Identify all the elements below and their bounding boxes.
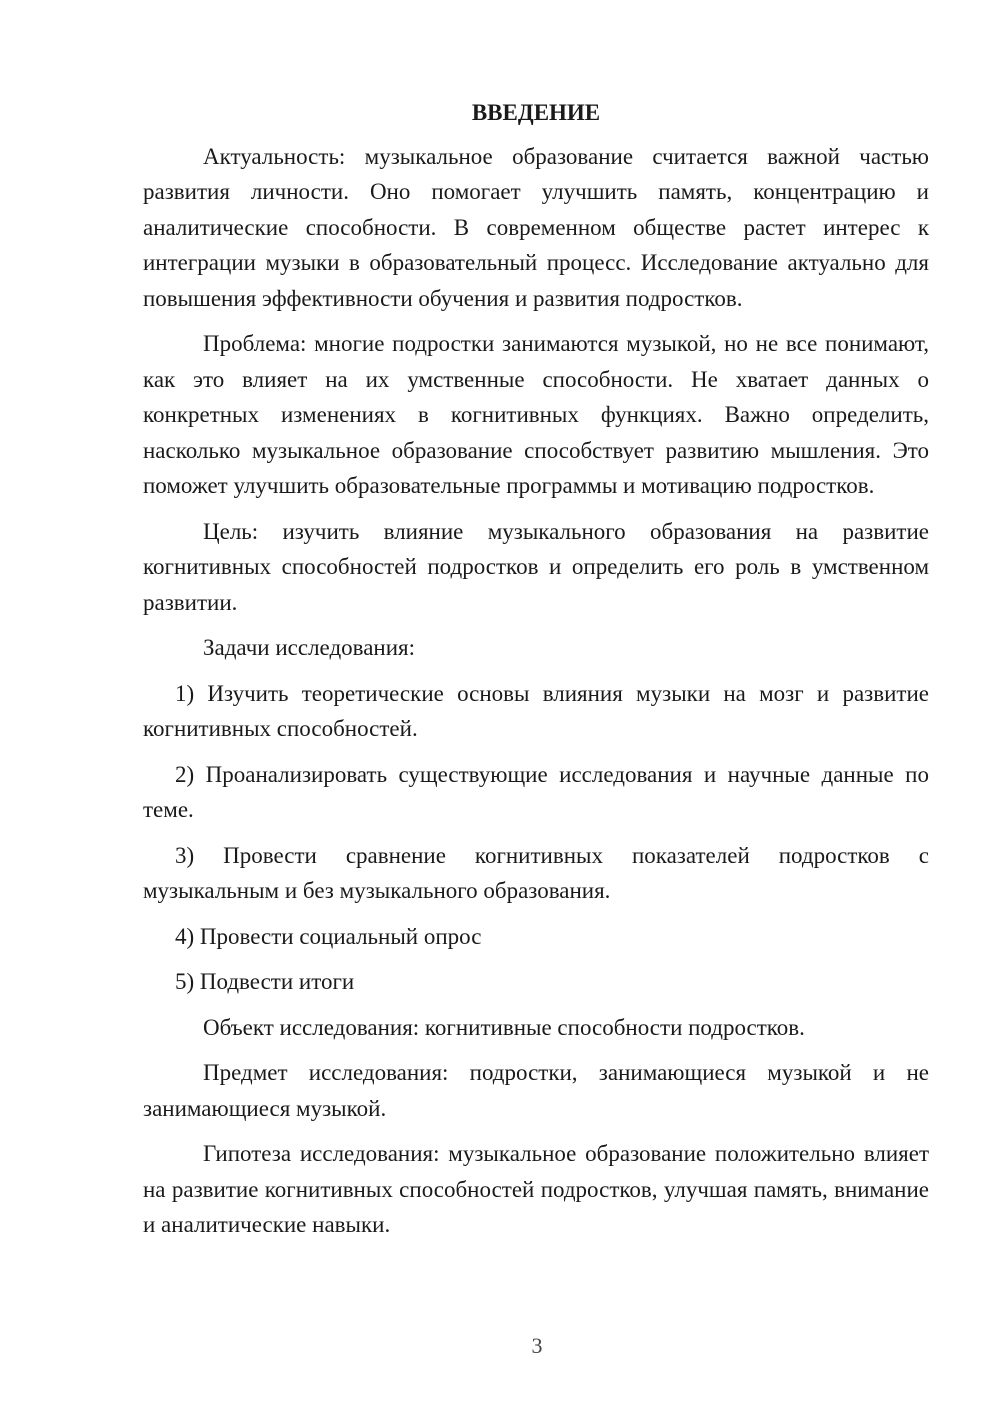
paragraph-subject: Предмет исследования: подростки, занимающиеся музыкой и не занимающиеся музыкой.: [143, 1060, 929, 1121]
page-number: 3: [531, 1333, 543, 1358]
paragraph-relevance: Актуальность: музыкальное образование считается важной частью развития личности. Оно помогает улучшить память, концентрацию и аналитические способности. В современном обществе растет интерес к интеграции музыки в образовательный процесс. Исследование актуально для повышения эффективности обучения и развития подростков.: [143, 143, 929, 311]
task-item-4: 4) Провести социальный опрос: [175, 923, 482, 949]
paragraph-problem: Проблема: многие подростки занимаются музыкой, но не все понимают, как это влияет на их умственные способности. Не хватает данных о конкретных изменениях в когнитивных функциях. Важно определить, насколько музыкальное образование способствует развитию мышления. Это поможет улучшить образовательные программы и мотивацию подростков.: [143, 331, 929, 498]
paragraph-object: Объект исследования: когнитивные способности подростков.: [203, 1014, 805, 1040]
paragraph-hypothesis: Гипотеза исследования: музыкальное образование положительно влияет на развитие когнитивных способностей подростков, улучшая память, внимание и аналитические навыки.: [143, 1141, 929, 1237]
section-title: ВВЕДЕНИЕ: [471, 100, 601, 125]
tasks-heading: Задачи исследования:: [203, 635, 416, 660]
task-item-3: 3) Провести сравнение когнитивных показателей подростков с музыкальным и без музыкального образования.: [143, 842, 929, 903]
document-body: [143, 95, 929, 1253]
task-item-1: 1) Изучить теоретические основы влияния музыки на мозг и развитие когнитивных способностей.: [143, 680, 929, 741]
task-item-5: 5) Подвести итоги: [175, 969, 355, 994]
paragraph-goal: Цель: изучить влияние музыкального образования на развитие когнитивных способностей подростков и определить его роль в умственном развитии.: [143, 518, 929, 615]
task-item-2: 2) Проанализировать существующие исследования и научные данные по теме.: [143, 761, 929, 822]
